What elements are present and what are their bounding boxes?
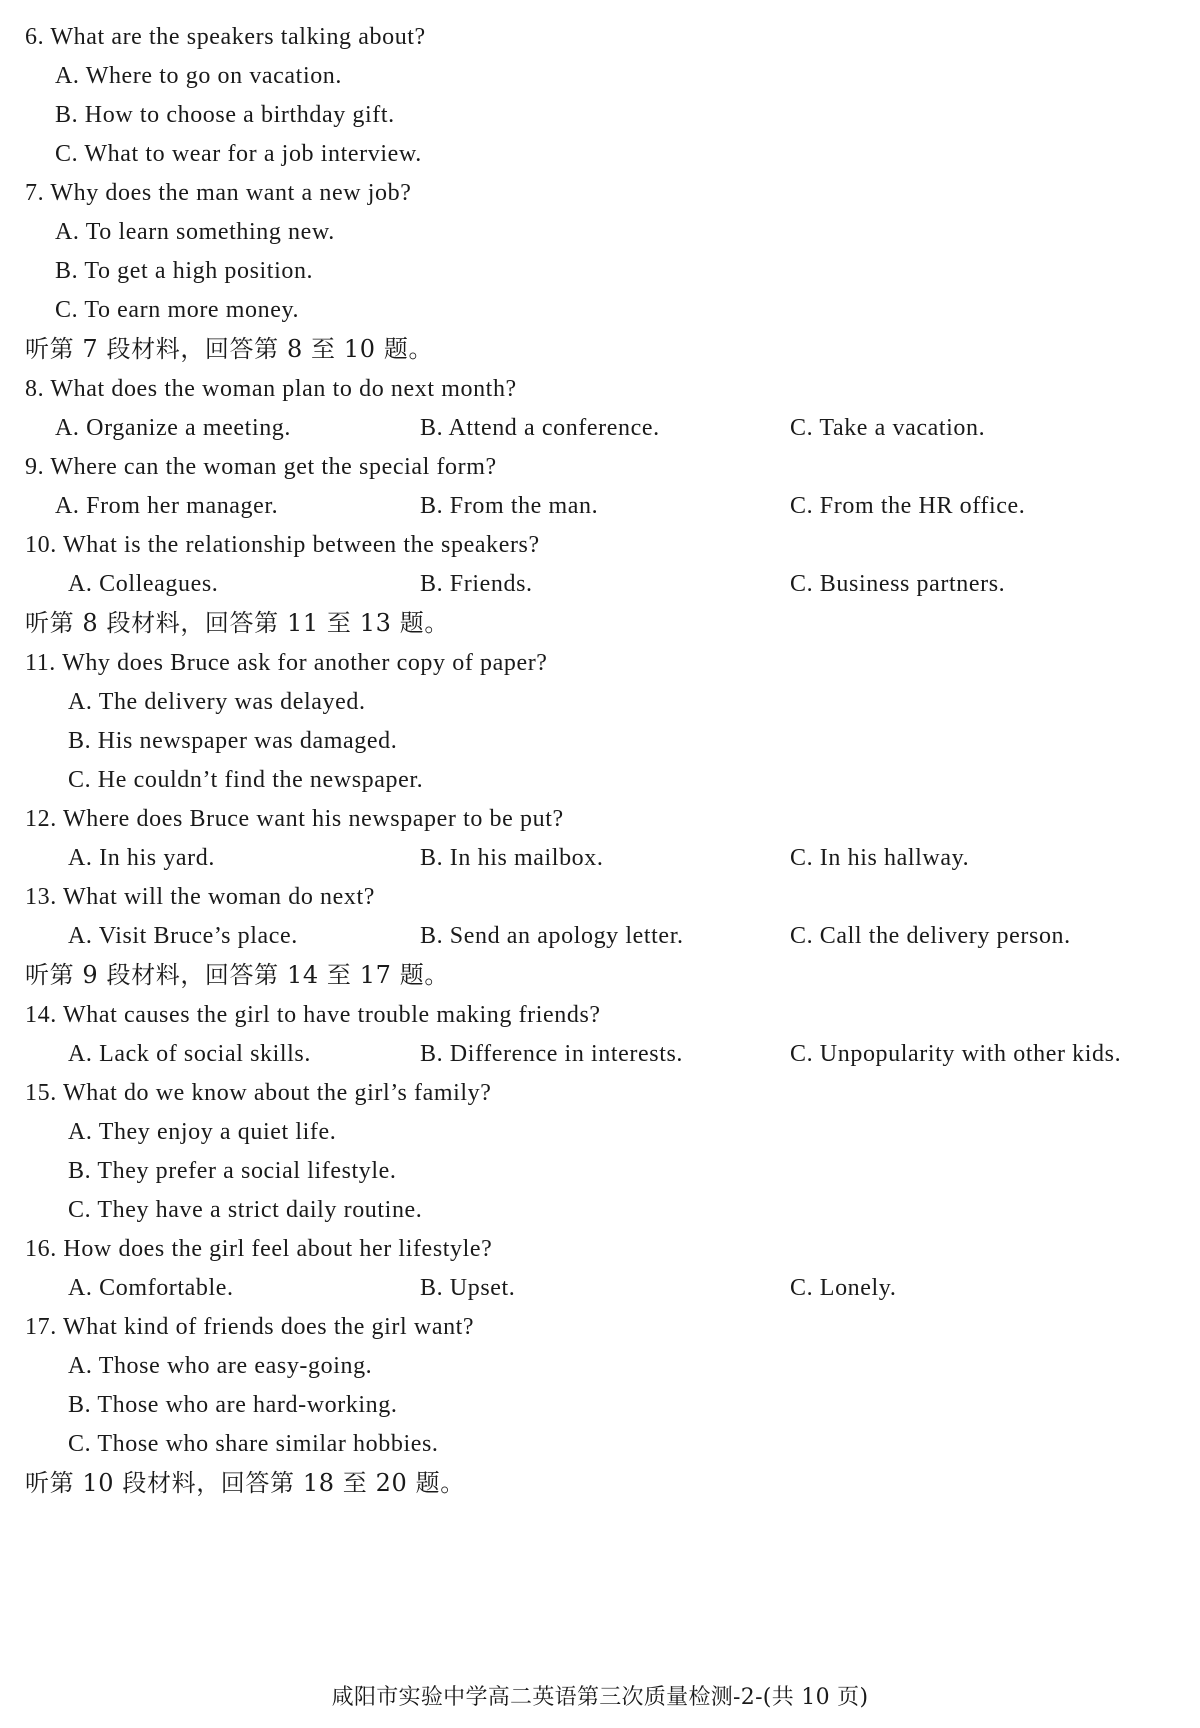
option-b: B. To get a high position. [55, 258, 314, 284]
option-a: A. Lack of social skills. [68, 1041, 311, 1067]
question-stem: 10. What is the relationship between the speakers? [25, 532, 540, 558]
option-a: A. Visit Bruce’s place. [68, 923, 298, 949]
question-stem: 6. What are the speakers talking about? [25, 24, 426, 50]
section-instruction: 听第 10 段材料，回答第 18 至 20 题。 [25, 1469, 465, 1497]
section-instruction: 听第 7 段材料，回答第 8 至 10 题。 [25, 335, 434, 363]
option-c: C. He couldn’t find the newspaper. [68, 767, 424, 793]
option-b: B. Difference in interests. [420, 1041, 684, 1067]
question-stem: 15. What do we know about the girl’s family? [25, 1080, 492, 1106]
option-c: C. Lonely. [790, 1275, 897, 1301]
section-instruction: 听第 8 段材料，回答第 11 至 13 题。 [25, 609, 449, 637]
option-b: B. Friends. [420, 571, 533, 597]
option-b: B. From the man. [420, 493, 599, 519]
question-stem: 12. Where does Bruce want his newspaper to be put? [25, 806, 564, 832]
question-stem: 11. Why does Bruce ask for another copy of paper? [25, 650, 548, 676]
question-stem: 7. Why does the man want a new job? [25, 180, 412, 206]
option-c: C. Those who share similar hobbies. [68, 1431, 439, 1457]
option-b: B. His newspaper was damaged. [68, 728, 398, 754]
option-c: C. To earn more money. [55, 297, 300, 323]
option-a: A. The delivery was delayed. [68, 689, 366, 715]
question-stem: 14. What causes the girl to have trouble making friends? [25, 1002, 601, 1028]
option-c: C. What to wear for a job interview. [55, 141, 422, 167]
option-a: A. To learn something new. [55, 219, 335, 245]
question-stem: 8. What does the woman plan to do next month? [25, 376, 517, 402]
option-a: A. Where to go on vacation. [55, 63, 343, 89]
option-a: A. Comfortable. [68, 1275, 234, 1301]
option-a: A. In his yard. [68, 845, 215, 871]
option-c: C. In his hallway. [790, 845, 970, 871]
option-b: B. Send an apology letter. [420, 923, 684, 949]
option-c: C. Call the delivery person. [790, 923, 1071, 949]
question-stem: 9. Where can the woman get the special form? [25, 454, 497, 480]
option-a: A. Organize a meeting. [55, 415, 292, 441]
option-a: A. They enjoy a quiet life. [68, 1119, 337, 1145]
option-b: B. How to choose a birthday gift. [55, 102, 395, 128]
option-c: C. They have a strict daily routine. [68, 1197, 423, 1223]
option-a: A. Colleagues. [68, 571, 219, 597]
question-stem: 17. What kind of friends does the girl want? [25, 1314, 475, 1340]
option-b: B. Those who are hard-working. [68, 1392, 398, 1418]
option-b: B. Attend a conference. [420, 415, 660, 441]
question-stem: 13. What will the woman do next? [25, 884, 376, 910]
section-instruction: 听第 9 段材料，回答第 14 至 17 题。 [25, 961, 449, 989]
page-footer: 咸阳市实验中学高二英语第三次质量检测-2-(共 10 页) [331, 1685, 869, 1710]
option-a: A. From her manager. [55, 493, 279, 519]
option-b: B. In his mailbox. [420, 845, 604, 871]
option-b: B. They prefer a social lifestyle. [68, 1158, 397, 1184]
option-a: A. Those who are easy-going. [68, 1353, 373, 1379]
option-c: C. From the HR office. [790, 493, 1026, 519]
question-stem: 16. How does the girl feel about her lifestyle? [25, 1236, 493, 1262]
option-c: C. Unpopularity with other kids. [790, 1041, 1122, 1067]
option-c: C. Business partners. [790, 571, 1006, 597]
option-c: C. Take a vacation. [790, 415, 986, 441]
option-b: B. Upset. [420, 1275, 516, 1301]
